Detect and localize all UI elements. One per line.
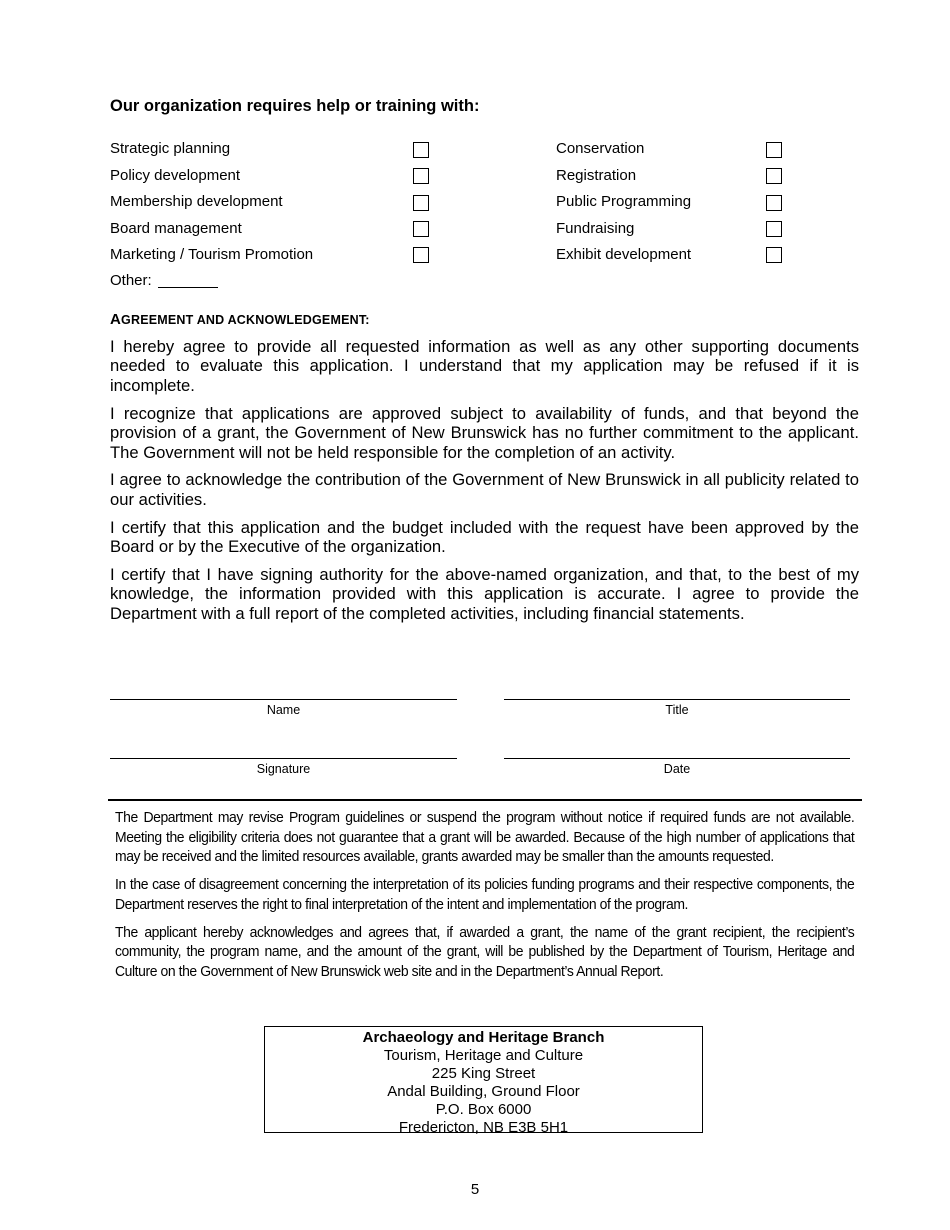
address-street: 225 King Street	[431, 1065, 536, 1082]
help-section-heading: Our organization requires help or training with:	[110, 97, 480, 115]
name-label: Name	[266, 703, 301, 717]
checkbox-registration[interactable]	[766, 168, 782, 184]
mailing-address-box	[264, 1026, 703, 1136]
date-label: Date	[663, 762, 691, 776]
agreement-heading	[110, 311, 370, 328]
address-po-box: P.O. Box 6000	[435, 1101, 532, 1118]
checkbox-marketing-tourism[interactable]	[413, 247, 429, 263]
option-label: Membership development	[110, 193, 283, 210]
agreement-paragraph: I hereby agree to provide all requested information as well as any other supporting documents needed to evaluate this application. I understand that my application may be refused if it is incomplete.	[110, 337, 859, 395]
option-label: Strategic planning	[110, 140, 231, 157]
page-number: 5	[470, 1181, 480, 1198]
signature-label: Signature	[256, 762, 311, 776]
option-label: Public Programming	[556, 193, 692, 210]
other-input-line[interactable]	[158, 287, 218, 288]
notice-paragraph: The applicant hereby acknowledges and agrees that, if awarded a grant, the name of the grant recipient, the recipient’s community, the program name, and the amount of the grant, will be published by the Department of Tourism, Heritage and Culture on the Government of New Brunswick web site and in the Department’s Annual Report.	[115, 923, 855, 980]
agreement-heading-initial: A	[110, 311, 122, 328]
checkbox-membership-development[interactable]	[413, 195, 429, 211]
option-label: Registration	[556, 167, 637, 184]
option-label: Conservation	[556, 140, 645, 157]
checkbox-fundraising[interactable]	[766, 221, 782, 237]
name-line[interactable]	[110, 699, 457, 700]
checkbox-exhibit-development[interactable]	[766, 247, 782, 263]
checkbox-board-management[interactable]	[413, 221, 429, 237]
option-label: Exhibit development	[556, 246, 692, 263]
option-label: Fundraising	[556, 220, 635, 237]
checkbox-strategic-planning[interactable]	[413, 142, 429, 158]
agreement-body	[110, 337, 859, 632]
address-city: Fredericton, NB E3B 5H1	[398, 1119, 569, 1136]
title-label: Title	[665, 703, 689, 717]
option-label: Board management	[110, 220, 242, 237]
address-building: Andal Building, Ground Floor	[387, 1083, 580, 1100]
address-department: Tourism, Heritage and Culture	[383, 1047, 584, 1064]
agreement-paragraph: I certify that this application and the budget included with the request have been approved by the Board or by the Executive of the organization.	[110, 517, 859, 557]
title-line[interactable]	[504, 699, 850, 700]
date-line[interactable]	[504, 758, 850, 759]
notice-section	[115, 808, 855, 990]
checkbox-conservation[interactable]	[766, 142, 782, 158]
option-label: Marketing / Tourism Promotion	[110, 246, 314, 263]
agreement-paragraph: I recognize that applications are approved subject to availability of funds, and that beyond the provision of a grant, the Government of New Brunswick has no further commitment to the applicant. The Government will not be held responsible for the completion of an activity.	[110, 403, 859, 462]
other-label: Other:	[110, 272, 152, 289]
checkbox-public-programming[interactable]	[766, 195, 782, 211]
option-label: Policy development	[110, 167, 241, 184]
section-divider	[108, 799, 862, 801]
address-branch: Archaeology and Heritage Branch	[362, 1029, 605, 1046]
notice-paragraph: In the case of disagreement concerning the interpretation of its policies funding programs and their respective components, the Department reserves the right to final interpretation of the intent and implementation of the program.	[115, 876, 855, 913]
agreement-paragraph: I agree to acknowledge the contribution of the Government of New Brunswick in all publicity related to our activities.	[110, 470, 859, 509]
checkbox-policy-development[interactable]	[413, 168, 429, 184]
notice-paragraph: The Department may revise Program guidelines or suspend the program without notice if required funds are not available. Meeting the eligibility criteria does not guarantee that a grant will be awarded. Because of the high number of applications that may be received and the limited resources available, grants awarded may be smaller than the amounts requested.	[115, 809, 855, 866]
agreement-heading-rest: GREEMENT AND ACKNOWLEDGEMENT:	[121, 313, 370, 327]
signature-line[interactable]	[110, 758, 457, 759]
agreement-paragraph: I certify that I have signing authority for the above-named organization, and that, to the best of my knowledge, the information provided with this application is accurate. I agree to provide the Department with a full report of the completed activities, including financial statements.	[110, 565, 859, 623]
